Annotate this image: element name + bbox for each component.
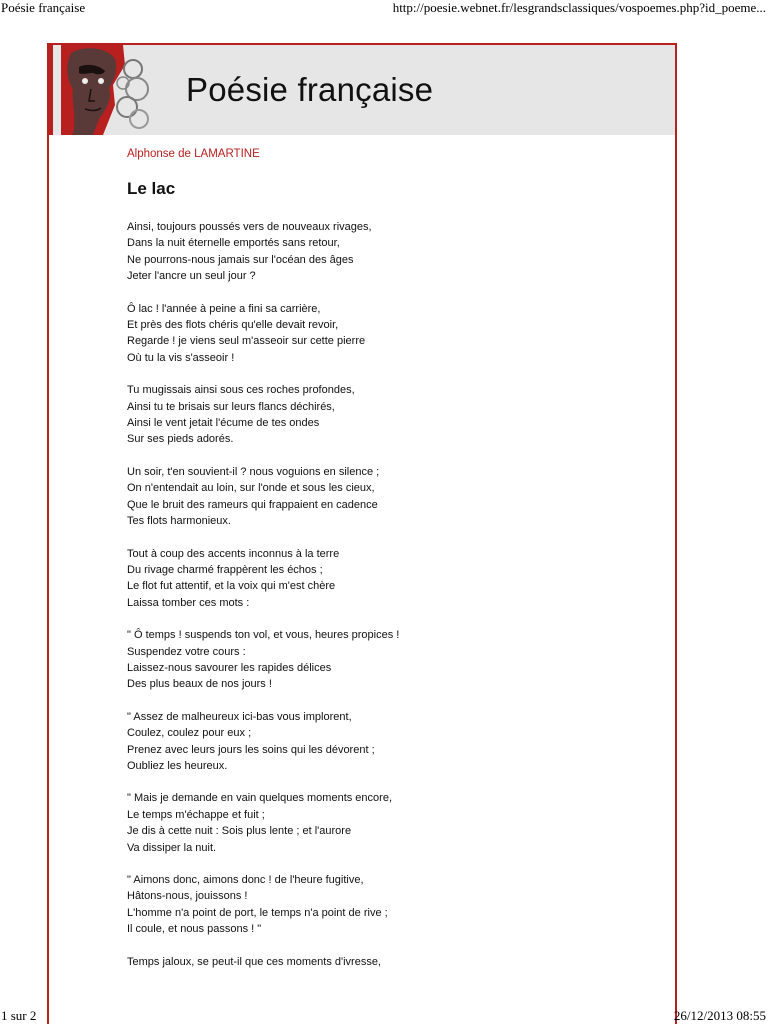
- poem-line: Prenez avec leurs jours les soins qui les dévorent ;: [127, 743, 375, 756]
- poem-line: Ne pourrons-nous jamais sur l'océan des âges: [127, 253, 354, 266]
- poem-line: Et près des flots chéris qu'elle devait revoir,: [127, 319, 339, 332]
- portrait-logo-icon: [53, 45, 153, 135]
- poem-line: " Aimons donc, aimons donc ! de l'heure fugitive,: [127, 874, 364, 886]
- poem-line: Le flot fut attentif, et la voix qui m'est chère: [127, 580, 336, 593]
- poem-line: Tout à coup des accents inconnus à la terre: [127, 547, 340, 560]
- poem-line: L'homme n'a point de port, le temps n'a point de rive ;: [127, 906, 388, 919]
- poem-line: Jeter l'ancre un seul jour ?: [127, 270, 256, 283]
- poem-line: " Assez de malheureux ici-bas vous implorent,: [127, 710, 352, 723]
- poem-stanza: [127, 790, 647, 856]
- poem-stanza: [127, 464, 647, 530]
- poem-line: Ô lac ! l'année à peine a fini sa carrière,: [127, 302, 321, 315]
- poem-stanza: [127, 219, 647, 285]
- poem-line: Je dis à cette nuit : Sois plus lente ; et l'aurore: [127, 825, 352, 838]
- poem-stanza: [127, 546, 647, 612]
- poem-line: " Mais je demande en vain quelques moments encore,: [127, 792, 392, 805]
- poem-stanza: [127, 301, 647, 367]
- poem-line: Temps jaloux, se peut-il que ces moments d'ivresse,: [127, 955, 381, 968]
- poem-line: Hâtons-nous, jouissons !: [127, 890, 248, 903]
- poem-line: Va dissiper la nuit.: [127, 841, 217, 854]
- poem-line: Du rivage charmé frappèrent les échos ;: [127, 563, 323, 576]
- poem-line: Dans la nuit éternelle emportés sans retour,: [127, 237, 340, 250]
- poem-content: [127, 147, 647, 986]
- poem-line: Des plus beaux de nos jours !: [127, 678, 272, 691]
- poem-stanza: [127, 709, 647, 775]
- print-header-url: http://poesie.webnet.fr/lesgrandsclassiques/vospoemes.php?id_poeme...: [392, 0, 766, 15]
- poem-stanza: [127, 872, 647, 938]
- site-title: Poésie française: [186, 71, 434, 108]
- poem-body: [127, 219, 647, 970]
- poem-line: Tu mugissais ainsi sous ces roches profondes,: [127, 384, 355, 397]
- print-page-number: 1 sur 2: [1, 1008, 37, 1023]
- poem-line: Ainsi le vent jetait l'écume de tes ondes: [127, 417, 320, 430]
- print-timestamp: 26/12/2013 08:55: [673, 1008, 766, 1023]
- poem-line: Oubliez les heureux.: [127, 759, 228, 772]
- poem-line: Ainsi tu te brisais sur leurs flancs déchirés,: [127, 400, 335, 413]
- site-banner: [49, 45, 675, 135]
- poem-line: On n'entendait au loin, sur l'onde et sous les cieux,: [127, 482, 375, 495]
- poem-line: Laissa tomber ces mots :: [127, 596, 250, 609]
- poem-line: Laissez-nous savourer les rapides délices: [127, 661, 332, 674]
- poem-stanza: [127, 382, 647, 448]
- poem-title: Le lac: [127, 179, 176, 198]
- poem-line: Tes flots harmonieux.: [127, 515, 231, 528]
- poem-line: Le temps m'échappe et fuit ;: [127, 808, 265, 821]
- poem-line: Coulez, coulez pour eux ;: [127, 727, 252, 740]
- poem-line: Suspendez votre cours :: [127, 645, 246, 658]
- poem-stanza: [127, 627, 647, 693]
- poem-line: Où tu la vis s'asseoir !: [127, 351, 235, 364]
- poem-stanza: [127, 954, 647, 970]
- print-header-title: Poésie française: [1, 0, 86, 15]
- poem-line: Sur ses pieds adorés.: [127, 433, 234, 446]
- poem-line: Regarde ! je viens seul m'asseoir sur cette pierre: [127, 335, 366, 348]
- poem-line: Un soir, t'en souvient-il ? nous voguions en silence ;: [127, 465, 380, 478]
- poem-line: Il coule, et nous passons ! ": [127, 923, 262, 936]
- poem-line: Ainsi, toujours poussés vers de nouveaux rivages,: [127, 221, 372, 233]
- page-frame: [47, 43, 677, 1024]
- poem-line: Que le bruit des rameurs qui frappaient en cadence: [127, 498, 378, 511]
- poem-author[interactable]: Alphonse de LAMARTINE: [127, 148, 260, 160]
- poem-line: " Ô temps ! suspends ton vol, et vous, heures propices !: [127, 629, 400, 642]
